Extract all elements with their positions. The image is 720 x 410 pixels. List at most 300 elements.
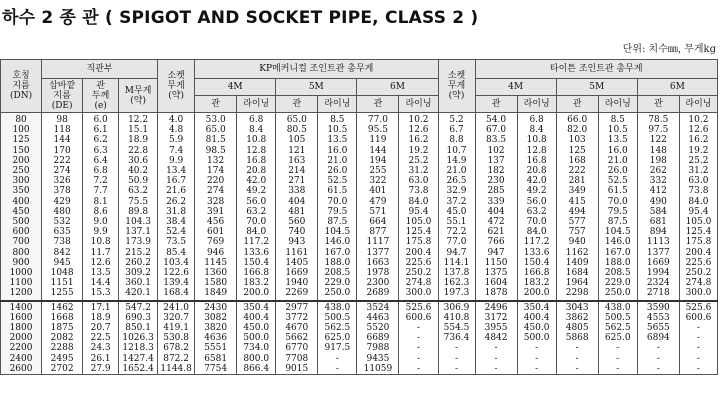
table-cell: 9015 bbox=[276, 364, 318, 375]
cell-nominal-diameter: 2200 bbox=[1, 343, 42, 353]
table-row bbox=[1, 217, 718, 227]
table-cell: 174 bbox=[195, 166, 237, 176]
table-cell: 2269 bbox=[276, 288, 318, 300]
table-cell: 866.4 bbox=[237, 364, 276, 375]
header-thickness bbox=[83, 79, 119, 113]
table-row bbox=[1, 323, 718, 333]
table-cell: 554.5 bbox=[438, 323, 475, 333]
table-cell: 53.0 bbox=[195, 113, 237, 126]
table-row bbox=[1, 227, 718, 237]
table-cell: 63.0 bbox=[399, 176, 438, 186]
table-cell: 328 bbox=[195, 197, 237, 207]
h-socket-text: 소켓 무게 (약) bbox=[167, 71, 185, 101]
table-cell: 350.4 bbox=[237, 301, 276, 313]
table-row bbox=[1, 113, 718, 126]
table-cell: 198 bbox=[637, 156, 679, 166]
table-row bbox=[1, 268, 718, 278]
table-cell: 22.5 bbox=[83, 333, 119, 343]
table-cell: 1145 bbox=[195, 258, 237, 268]
table-row bbox=[1, 333, 718, 343]
table-cell: 274 bbox=[42, 166, 83, 176]
table-cell: 947 bbox=[475, 248, 517, 258]
table-cell: 80.5 bbox=[276, 125, 318, 135]
header-lining: 라이닝 bbox=[399, 96, 438, 113]
table-cell: 664 bbox=[357, 217, 399, 227]
table-row bbox=[1, 186, 718, 196]
table-cell: 625.0 bbox=[318, 333, 357, 343]
table-cell: 332 bbox=[637, 176, 679, 186]
header-m-weight bbox=[119, 79, 158, 113]
table-cell: 349 bbox=[556, 186, 598, 196]
table-cell: 339 bbox=[475, 197, 517, 207]
table-cell: 65.0 bbox=[195, 125, 237, 135]
table-cell: 12.8 bbox=[237, 146, 276, 156]
table-cell: 16.8 bbox=[517, 156, 556, 166]
table-cell: 1409 bbox=[556, 258, 598, 268]
table-cell: 20.8 bbox=[517, 166, 556, 176]
table-cell: 4553 bbox=[637, 313, 679, 323]
table-cell: 2496 bbox=[475, 301, 517, 313]
table-cell: 117.2 bbox=[237, 237, 276, 247]
cell-nominal-diameter: 2600 bbox=[1, 364, 42, 375]
table-cell: 4.8 bbox=[158, 125, 195, 135]
table-cell: 2702 bbox=[42, 364, 83, 375]
table-cell: - bbox=[318, 354, 357, 364]
table-cell: 7.7 bbox=[83, 186, 119, 196]
table-cell: 1113 bbox=[637, 237, 679, 247]
table-cell: 167.0 bbox=[318, 248, 357, 258]
table-cell: - bbox=[679, 323, 717, 333]
table-cell: 2324 bbox=[637, 278, 679, 288]
header-pipe: 관 bbox=[195, 96, 237, 113]
table-cell: 250.0 bbox=[318, 288, 357, 300]
table-cell: 850.1 bbox=[119, 323, 158, 333]
cell-nominal-diameter: 250 bbox=[1, 166, 42, 176]
table-cell: 740 bbox=[276, 227, 318, 237]
table-cell: 52.5 bbox=[598, 176, 637, 186]
table-cell: 940 bbox=[556, 237, 598, 247]
table-cell: 16.0 bbox=[598, 146, 637, 156]
table-cell: 946 bbox=[195, 248, 237, 258]
table-cell: 1604 bbox=[475, 278, 517, 288]
table-cell: 635 bbox=[42, 227, 83, 237]
table-cell: 350.4 bbox=[517, 301, 556, 313]
header-lining: 라이닝 bbox=[318, 96, 357, 113]
table-cell: 10.2 bbox=[679, 113, 717, 126]
table-cell: - bbox=[556, 343, 598, 353]
cell-nominal-diameter: 300 bbox=[1, 176, 42, 186]
table-cell: 102 bbox=[475, 146, 517, 156]
table-cell: 438.0 bbox=[318, 301, 357, 313]
table-cell: 877 bbox=[357, 227, 399, 237]
table-cell: 5520 bbox=[357, 323, 399, 333]
header-lining: 라이닝 bbox=[237, 96, 276, 113]
table-cell: - bbox=[475, 354, 517, 364]
table-cell: 5655 bbox=[637, 323, 679, 333]
table-cell: 1405 bbox=[276, 258, 318, 268]
table-cell: 229.0 bbox=[598, 278, 637, 288]
table-cell: 1669 bbox=[637, 258, 679, 268]
table-cell: 547.2 bbox=[119, 301, 158, 313]
table-row bbox=[1, 207, 718, 217]
table-cell: 456 bbox=[195, 217, 237, 227]
table-cell: 1255 bbox=[42, 288, 83, 300]
table-row bbox=[1, 156, 718, 166]
table-cell: 1377 bbox=[637, 248, 679, 258]
table-cell: 281 bbox=[556, 176, 598, 186]
table-cell: 429 bbox=[42, 197, 83, 207]
table-cell: 1875 bbox=[42, 323, 83, 333]
table-cell: 220 bbox=[195, 176, 237, 186]
table-cell: 525.6 bbox=[679, 301, 717, 313]
table-cell: 167.0 bbox=[598, 248, 637, 258]
table-cell: 6.3 bbox=[83, 146, 119, 156]
table-cell: 85.4 bbox=[158, 248, 195, 258]
table-cell: 24.3 bbox=[83, 343, 119, 353]
cell-nominal-diameter: 150 bbox=[1, 146, 42, 156]
table-cell: 20.8 bbox=[237, 166, 276, 176]
header-lining: 라이닝 bbox=[598, 96, 637, 113]
table-cell: 26.0 bbox=[318, 166, 357, 176]
table-cell: 6.7 bbox=[438, 125, 475, 135]
table-cell: 530.8 bbox=[158, 333, 195, 343]
table-cell: 1994 bbox=[637, 268, 679, 278]
table-cell: 49.2 bbox=[517, 186, 556, 196]
h-socket2-text: 소켓 무게 (약) bbox=[447, 71, 466, 101]
table-cell: 54.0 bbox=[475, 113, 517, 126]
table-body-large-diameters bbox=[1, 301, 718, 375]
table-cell: 52.4 bbox=[158, 227, 195, 237]
table-cell: - bbox=[679, 343, 717, 353]
table-cell: 681 bbox=[637, 217, 679, 227]
table-cell: 144 bbox=[357, 146, 399, 156]
table-cell: 16.8 bbox=[237, 156, 276, 166]
table-row bbox=[1, 278, 718, 288]
table-cell: 103 bbox=[556, 135, 598, 145]
table-cell: 1669 bbox=[276, 268, 318, 278]
table-cell: 89.8 bbox=[119, 207, 158, 217]
table-cell: 26.1 bbox=[83, 354, 119, 364]
cell-nominal-diameter: 800 bbox=[1, 248, 42, 258]
table-cell: 490 bbox=[637, 197, 679, 207]
table-cell: 306.9 bbox=[438, 301, 475, 313]
table-cell: - bbox=[679, 333, 717, 343]
table-cell: 300.0 bbox=[679, 288, 717, 300]
table-row bbox=[1, 176, 718, 186]
table-cell: 1978 bbox=[357, 268, 399, 278]
table-cell: 66.0 bbox=[556, 113, 598, 126]
table-cell: 1663 bbox=[357, 258, 399, 268]
table-row bbox=[1, 288, 718, 300]
table-cell: 678.2 bbox=[158, 343, 195, 353]
table-cell: 2718 bbox=[637, 288, 679, 300]
table-cell: 162.3 bbox=[438, 278, 475, 288]
table-cell: 225.6 bbox=[399, 258, 438, 268]
table-cell: 494 bbox=[556, 207, 598, 217]
table-cell: - bbox=[399, 364, 438, 375]
table-cell: 77.0 bbox=[357, 113, 399, 126]
cell-nominal-diameter: 125 bbox=[1, 135, 42, 145]
table-cell: 125.4 bbox=[399, 227, 438, 237]
table-cell: 31.2 bbox=[679, 166, 717, 176]
page-title: 하수 2 종 관 ( SPIGOT AND SOCKET PIPE, CLASS 2 ) bbox=[2, 8, 479, 28]
header-kp-5m: 5M bbox=[276, 79, 357, 96]
table-cell: 10.8 bbox=[83, 237, 119, 247]
table-cell: 1940 bbox=[276, 278, 318, 288]
table-cell: 480 bbox=[42, 207, 83, 217]
table-cell: 49.2 bbox=[237, 186, 276, 196]
table-cell: 1150 bbox=[475, 258, 517, 268]
table-cell: 10.5 bbox=[318, 125, 357, 135]
table-cell: 67.0 bbox=[475, 125, 517, 135]
table-cell: 166.8 bbox=[517, 268, 556, 278]
table-cell: 1652.4 bbox=[119, 364, 158, 375]
table-cell: 584 bbox=[637, 207, 679, 217]
table-cell: 81.5 bbox=[195, 135, 237, 145]
table-row bbox=[1, 313, 718, 323]
cell-nominal-diameter: 200 bbox=[1, 156, 42, 166]
table-cell: 125.4 bbox=[679, 227, 717, 237]
table-row bbox=[1, 354, 718, 364]
table-cell: 77.0 bbox=[438, 237, 475, 247]
table-cell: 7708 bbox=[276, 354, 318, 364]
table-cell: 1878 bbox=[475, 288, 517, 300]
table-cell: 63.2 bbox=[237, 207, 276, 217]
table-row bbox=[1, 301, 718, 313]
table-cell: 1218.3 bbox=[119, 343, 158, 353]
table-cell: 250.0 bbox=[598, 288, 637, 300]
header-socket-weight bbox=[158, 60, 195, 113]
table-cell: 10.8 bbox=[237, 135, 276, 145]
table-cell: 262 bbox=[637, 166, 679, 176]
table-cell: 222 bbox=[556, 166, 598, 176]
table-cell: 132 bbox=[195, 156, 237, 166]
cell-nominal-diameter: 1800 bbox=[1, 323, 42, 333]
table-cell: 420.1 bbox=[119, 288, 158, 300]
table-cell: 7754 bbox=[195, 364, 237, 375]
table-cell: 70.0 bbox=[237, 217, 276, 227]
table-cell: 52.5 bbox=[318, 176, 357, 186]
table-cell: 183.2 bbox=[517, 278, 556, 288]
table-cell: 842 bbox=[42, 248, 83, 258]
table-row bbox=[1, 166, 718, 176]
table-cell: 117.2 bbox=[517, 237, 556, 247]
table-cell: 274 bbox=[195, 186, 237, 196]
table-cell: 26.0 bbox=[598, 166, 637, 176]
table-cell: 13.4 bbox=[158, 166, 195, 176]
table-cell: 766 bbox=[475, 237, 517, 247]
table-cell: 95.4 bbox=[399, 207, 438, 217]
table-cell: - bbox=[598, 343, 637, 353]
table-cell: 6689 bbox=[357, 333, 399, 343]
table-cell: 6.0 bbox=[83, 113, 119, 126]
table-cell: 250.2 bbox=[399, 268, 438, 278]
table-cell: 800.0 bbox=[237, 354, 276, 364]
table-row bbox=[1, 197, 718, 207]
table-cell: 95.4 bbox=[679, 207, 717, 217]
table-cell: 13.5 bbox=[318, 135, 357, 145]
table-cell: 19.2 bbox=[399, 146, 438, 156]
table-cell: 260.2 bbox=[119, 258, 158, 268]
table-cell: 10.7 bbox=[438, 146, 475, 156]
table-cell: 225.6 bbox=[679, 258, 717, 268]
table-cell: 1427.4 bbox=[119, 354, 158, 364]
table-cell: 31.2 bbox=[399, 166, 438, 176]
table-cell: 5551 bbox=[195, 343, 237, 353]
table-cell: 105 bbox=[276, 135, 318, 145]
cell-nominal-diameter: 1600 bbox=[1, 313, 42, 323]
table-cell: 9.9 bbox=[83, 227, 119, 237]
table-cell: 4805 bbox=[556, 323, 598, 333]
table-cell: 103.4 bbox=[158, 258, 195, 268]
table-cell: 200.0 bbox=[517, 288, 556, 300]
table-cell: 360.1 bbox=[119, 278, 158, 288]
table-row bbox=[1, 248, 718, 258]
table-cell: 400.4 bbox=[237, 313, 276, 323]
header-kp-6m: 6M bbox=[357, 79, 438, 96]
table-cell: 79.5 bbox=[318, 207, 357, 217]
cell-nominal-diameter: 700 bbox=[1, 237, 42, 247]
cell-nominal-diameter: 1200 bbox=[1, 288, 42, 300]
table-cell: 73.8 bbox=[399, 186, 438, 196]
table-cell: 45.0 bbox=[438, 207, 475, 217]
table-cell: 6770 bbox=[276, 343, 318, 353]
table-cell: 9.0 bbox=[83, 217, 119, 227]
table-cell: 95.5 bbox=[357, 125, 399, 135]
unit-note: 단위: 치수㎜, 무게kg bbox=[622, 44, 716, 55]
table-cell: 1117 bbox=[357, 237, 399, 247]
table-cell: - bbox=[517, 354, 556, 364]
table-cell: 55.1 bbox=[438, 217, 475, 227]
table-cell: - bbox=[598, 364, 637, 375]
table-cell: 63.0 bbox=[679, 176, 717, 186]
cell-nominal-diameter: 600 bbox=[1, 227, 42, 237]
header-tyton-joint: 타이튼 조인트관 총무게 bbox=[475, 60, 718, 79]
table-cell: 3820 bbox=[195, 323, 237, 333]
table-cell: 3772 bbox=[276, 313, 318, 323]
table-cell: 6581 bbox=[195, 354, 237, 364]
table-cell: 8.8 bbox=[438, 135, 475, 145]
table-cell: - bbox=[637, 364, 679, 375]
table-cell: - bbox=[399, 354, 438, 364]
header-nominal-diameter bbox=[1, 60, 42, 113]
table-cell: 1668 bbox=[42, 313, 83, 323]
header-tyton-5m: 5M bbox=[556, 79, 637, 96]
table-cell: 8.4 bbox=[517, 125, 556, 135]
table-cell: 84.0 bbox=[399, 197, 438, 207]
header-pipe: 관 bbox=[276, 96, 318, 113]
table-cell: 14.4 bbox=[83, 278, 119, 288]
table-row bbox=[1, 125, 718, 135]
table-cell: 1580 bbox=[195, 278, 237, 288]
table-cell: - bbox=[637, 354, 679, 364]
table-cell: 82.0 bbox=[556, 125, 598, 135]
table-cell: 1162 bbox=[556, 248, 598, 258]
table-cell: 601 bbox=[195, 227, 237, 237]
header-pipe: 관 bbox=[475, 96, 517, 113]
table-cell: 137.8 bbox=[438, 268, 475, 278]
table-cell: 26.5 bbox=[438, 176, 475, 186]
table-cell: 65.0 bbox=[276, 113, 318, 126]
table-cell: - bbox=[438, 343, 475, 353]
table-cell: 38.4 bbox=[158, 217, 195, 227]
table-cell: 285 bbox=[475, 186, 517, 196]
table-cell: 200.4 bbox=[679, 248, 717, 258]
table-cell: 9.9 bbox=[158, 156, 195, 166]
table-cell: - bbox=[399, 323, 438, 333]
table-cell: 121 bbox=[276, 146, 318, 156]
table-cell: 3172 bbox=[475, 313, 517, 323]
table-cell: 415 bbox=[556, 197, 598, 207]
header-outer-diameter bbox=[42, 79, 83, 113]
table-cell: 215.2 bbox=[119, 248, 158, 258]
table-row bbox=[1, 364, 718, 375]
table-cell: 757 bbox=[556, 227, 598, 237]
table-cell: 500.5 bbox=[598, 313, 637, 323]
table-cell: 73.8 bbox=[679, 186, 717, 196]
table-cell: 450.0 bbox=[517, 323, 556, 333]
table-cell: 70.0 bbox=[598, 197, 637, 207]
table-cell: 150.4 bbox=[517, 258, 556, 268]
table-cell: 274.8 bbox=[399, 278, 438, 288]
cell-nominal-diameter: 1400 bbox=[1, 301, 42, 313]
table-cell: 4670 bbox=[276, 323, 318, 333]
table-cell: 73.5 bbox=[158, 237, 195, 247]
table-cell: 300.0 bbox=[399, 288, 438, 300]
table-row bbox=[1, 237, 718, 247]
table-cell: 21.0 bbox=[318, 156, 357, 166]
table-cell: 3043 bbox=[556, 301, 598, 313]
table-cell: 84.0 bbox=[517, 227, 556, 237]
table-cell: 8.5 bbox=[318, 113, 357, 126]
table-cell: - bbox=[318, 364, 357, 375]
cell-nominal-diameter: 2000 bbox=[1, 333, 42, 343]
table-cell: 61.5 bbox=[318, 186, 357, 196]
table-cell: 12.6 bbox=[83, 258, 119, 268]
table-cell: 27.9 bbox=[83, 364, 119, 375]
table-cell: 170 bbox=[42, 146, 83, 156]
table-cell: 736.4 bbox=[438, 333, 475, 343]
header-socket-weight-tyton bbox=[438, 60, 475, 113]
table-cell: 500.0 bbox=[237, 333, 276, 343]
table-cell: 525.6 bbox=[399, 301, 438, 313]
table-cell: 40.2 bbox=[119, 166, 158, 176]
table-cell: 400.4 bbox=[517, 313, 556, 323]
header-lining: 라이닝 bbox=[679, 96, 717, 113]
table-cell: - bbox=[556, 364, 598, 375]
table-cell: 63.2 bbox=[517, 207, 556, 217]
table-cell: 11059 bbox=[357, 364, 399, 375]
table-cell: 1151 bbox=[42, 278, 83, 288]
table-cell: 175.8 bbox=[399, 237, 438, 247]
table-cell: 166.8 bbox=[237, 268, 276, 278]
table-cell: 391 bbox=[195, 207, 237, 217]
header-lining: 라이닝 bbox=[517, 96, 556, 113]
table-cell: 83.5 bbox=[475, 135, 517, 145]
table-cell: 61.5 bbox=[598, 186, 637, 196]
cell-nominal-diameter: 2400 bbox=[1, 354, 42, 364]
table-cell: 450.0 bbox=[237, 323, 276, 333]
table-cell: 2977 bbox=[276, 301, 318, 313]
table-cell: - bbox=[475, 343, 517, 353]
table-cell: - bbox=[438, 354, 475, 364]
cell-nominal-diameter: 500 bbox=[1, 217, 42, 227]
table-cell: 16.2 bbox=[679, 135, 717, 145]
table-cell: 320.7 bbox=[158, 313, 195, 323]
table-cell: 26.2 bbox=[158, 197, 195, 207]
table-cell: 72.2 bbox=[438, 227, 475, 237]
table-cell: 2288 bbox=[42, 343, 83, 353]
